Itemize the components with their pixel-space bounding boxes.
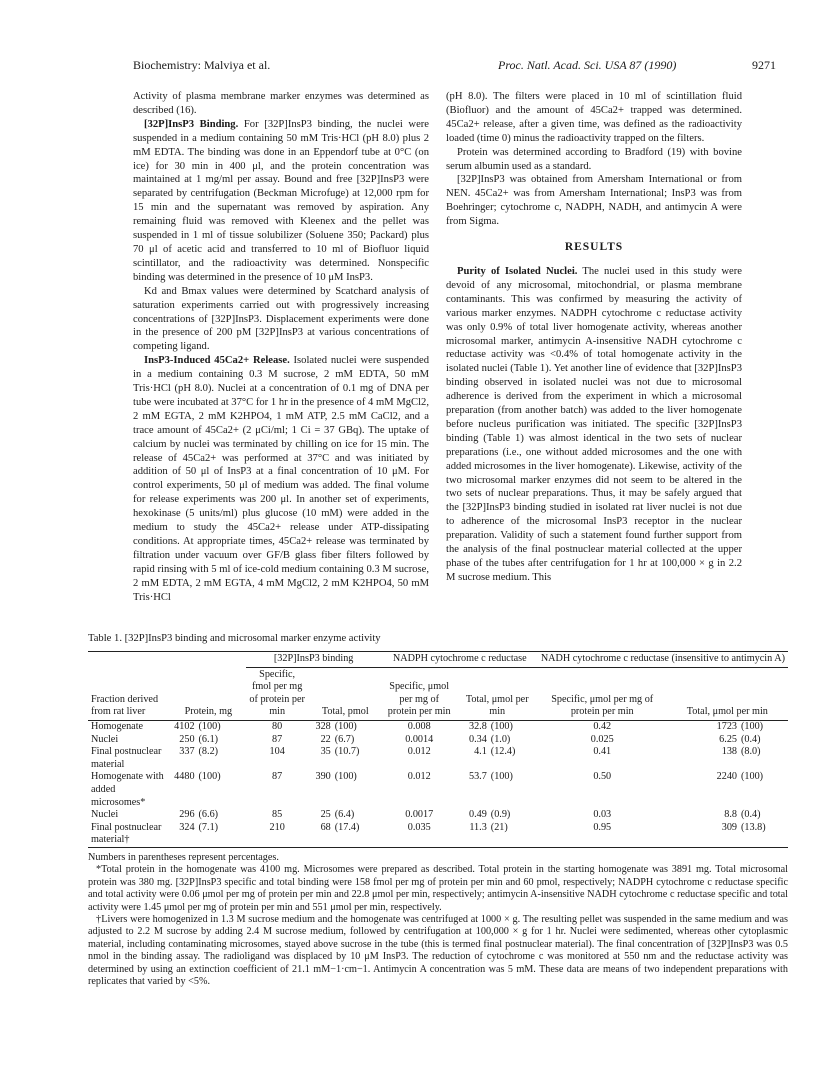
cell-value: 337 xyxy=(179,746,195,758)
cell-value: 4480 xyxy=(174,771,195,783)
paragraph: Activity of plasma membrane marker enzymes was determined as described (16). xyxy=(133,91,429,116)
table-cell xyxy=(457,809,538,822)
table-cell xyxy=(667,734,788,747)
cell-percent: (8.2) xyxy=(198,746,219,758)
table-caption: Table 1. [32P]InsP3 binding and microsomal marker enzyme activity xyxy=(88,633,381,644)
table-cell xyxy=(309,822,382,848)
cell-percent: (6.7) xyxy=(334,733,355,745)
cell-value: 138 xyxy=(721,746,737,758)
cell-percent: (13.8) xyxy=(741,821,766,833)
cell-value: 87 xyxy=(272,771,283,783)
cell-value: 296 xyxy=(179,809,195,821)
cell-value: 6.25 xyxy=(719,733,737,745)
header-journal-section: Biochemistry: Malviya et al. xyxy=(133,58,271,72)
paragraph-heading: [32P]InsP3 Binding. xyxy=(144,118,239,130)
table-cell xyxy=(382,720,457,733)
group-header-nadh: NADH cytochrome c reductase (insensitive to antimycin A) xyxy=(538,652,788,668)
col-header-nadh-total: Total, μmol per min xyxy=(667,667,788,720)
cell-value: 4102 xyxy=(174,720,195,732)
cell-value: 68 xyxy=(320,821,331,833)
cell-percent: (0.4) xyxy=(741,733,761,745)
cell-value: 32.8 xyxy=(468,720,487,732)
cell-percent: (100) xyxy=(198,771,221,783)
table-cell xyxy=(309,771,382,809)
paragraph: [32P]InsP3 was obtained from Amersham International or from NEN. 45Ca2+ was from Amersham International; InsP3 was from Boehringer; cytochrome c, NADPH, NADH, and antimycin A were from Sigma. xyxy=(446,174,742,228)
cell-percent: (0.4) xyxy=(741,809,761,821)
cell-value: 0.50 xyxy=(593,771,612,783)
cell-percent: (1.0) xyxy=(490,733,511,745)
table-cell xyxy=(246,809,309,822)
col-header-nadph-specific: Specific, μmol per mg of protein per min xyxy=(382,667,457,720)
table-cell xyxy=(667,822,788,848)
table-cell xyxy=(171,822,245,848)
cell-value: 0.49 xyxy=(468,809,487,821)
cell-value: 2240 xyxy=(716,771,737,783)
table-row xyxy=(88,771,788,809)
footnote: *Total protein in the homogenate was 4100 mg. Microsomes were prepared as described. Total protein in the starting homogenate was 3891 mg. Total microsomal protein was 380 mg. [32P]InsP3 specific and total binding were 158 fmol per mg of protein per min and 60 pmol, respectively; NADPH cytochrome c reductase specific and total activity were 0.06 μmol per mg of protein per min and 22.8 μmol per min, respectively; antimycin A-insensitive NADH cytochrome c reductase specific and total activity were 1.45 μmol per mg of protein per min and 551 μmol per min, respectively. xyxy=(88,864,788,913)
group-header-binding: [32P]InsP3 binding xyxy=(246,652,382,668)
table-cell xyxy=(88,720,171,733)
table-cell xyxy=(538,822,667,848)
paragraph xyxy=(133,354,429,604)
table-cell xyxy=(246,734,309,747)
cell-value: 0.008 xyxy=(407,720,431,732)
col-header-nadh-specific: Specific, μmol per mg of protein per min xyxy=(538,667,667,720)
cell-value: 8.8 xyxy=(724,809,737,821)
paragraph: Kd and Bmax values were determined by Scatchard analysis of saturation experiments carried out with progressively increasing concentrations of [32P]InsP3. Displacement experiments were done in the presence of 200 pM [32P]InsP3 at various concentrations of competing ligand. xyxy=(133,285,429,353)
cell-percent: (100) xyxy=(490,720,513,732)
left-column xyxy=(133,90,429,605)
page-number: 9271 xyxy=(752,58,776,72)
table-cell xyxy=(309,809,382,822)
table-body xyxy=(88,720,788,847)
table-cell xyxy=(382,822,457,848)
cell-value: 250 xyxy=(179,733,195,745)
row-label: Final postnuclear material† xyxy=(91,821,162,846)
table-cell xyxy=(88,771,171,809)
cell-value: 0.34 xyxy=(468,733,487,745)
table-cell xyxy=(171,720,245,733)
table-cell xyxy=(538,746,667,771)
table-cell xyxy=(538,771,667,809)
cell-value: 53.7 xyxy=(468,771,487,783)
cell-value: 4.1 xyxy=(474,746,487,758)
table-cell xyxy=(171,746,245,771)
col-header-nadph-total: Total, μmol per min xyxy=(457,667,538,720)
cell-value: 85 xyxy=(272,809,283,821)
cell-value: 0.42 xyxy=(593,720,612,732)
table-row xyxy=(88,720,788,733)
cell-value: 328 xyxy=(315,720,331,732)
table-cell xyxy=(457,771,538,809)
cell-value: 35 xyxy=(320,746,331,758)
group-header-nadph: NADPH cytochrome c reductase xyxy=(382,652,538,668)
col-header-binding-total: Total, pmol xyxy=(309,667,382,720)
col-header-fraction: Fraction derived from rat liver xyxy=(88,652,171,721)
paragraph-body: The nuclei used in this study were devoid of any microsomal, mitochondrial, or plasma membrane contaminants. This was confirmed by measuring the activity of various marker enzymes. NADPH cytochrome c reductase activity was only 0.9% of total liver homogenate activity, whereas another microsomal marker, antimycin A-insensitive NADH cytochrome c reductase activity was <0.4% of total homogenate activity in the isolated nuclei (Table 1). Yet another line of evidence that [32P]InsP3 binding observed in isolated nuclei was not due to microsomal adherence is derived from the experiment in which a microsomal preparation (from another batch) was added to the liver homogenate before nucleus purification was initiated. The specific [32P]InsP3 binding (Table 1) was almost identical in the two sets of nuclear preparations (i.e., one without added microsomes and the one with added microsomes in the liver homogenate). Likewise, activity of the two microsomal marker enzymes did not seem to be altered in the two sets of nuclear preparations. Thus, it may be safely argued that the [32P]InsP3 binding studied in isolated rat liver nuclei is not due to adherence of the microsomal InsP3 receptor in the nuclear preparation. Validity of such a statement found further support from the analysis of the final postnuclear material collected at the upper phase of the tubes after centrifugation for 1 hr at 100,000 × g in 2.2 M sucrose medium. This xyxy=(446,265,742,583)
table-cell xyxy=(309,746,382,771)
table-footnotes xyxy=(88,852,788,988)
cell-value: 210 xyxy=(269,821,285,833)
cell-percent: (21) xyxy=(490,821,508,833)
cell-value: 309 xyxy=(721,821,737,833)
cell-percent: (0.9) xyxy=(490,809,511,821)
table-row xyxy=(88,746,788,771)
cell-percent: (100) xyxy=(198,720,221,732)
cell-value: 0.025 xyxy=(590,733,614,745)
cell-value: 0.012 xyxy=(407,746,431,758)
table-cell xyxy=(309,720,382,733)
paragraph: (pH 8.0). The filters were placed in 10 ml of scintillation fluid (Biofluor) and the amount of 45Ca2+ trapped was determined. 45Ca2+ release, after a given time, was defined as the radioactivity loaded (time 0) minus the radioactivity trapped on the filters. xyxy=(446,91,742,144)
table-cell xyxy=(538,720,667,733)
table-cell xyxy=(667,771,788,809)
cell-percent: (100) xyxy=(741,771,764,783)
paragraph-body: For [32P]InsP3 binding, the nuclei were suspended in a medium containing 50 mM Tris·HCl (pH 8.0) plus 2 mM EDTA. The binding was done in an Eppendorf tube at 0°C (on ice) for 30 min in 400 μl, and the protein concentration was maintained at 1 mg/ml per assay. Bound and free [32P]InsP3 were separated by centrifugation (Beckman Microfuge) at 12,000 rpm for 15 min and the supernatant was removed by aspiration. Any remaining fluid was removed with Kleenex and the pellet was suspended in 1 ml of tissue solubilizer (Soluene 350; Packard) plus 70 μl of acetic acid and transferred to 10 ml of Biofluor liquid scintillator, and the radioactivity was determined. Nonspecific binding was determined in the presence of 10 μM InsP3. xyxy=(133,118,430,283)
table-cell xyxy=(309,734,382,747)
footnote: †Livers were homogenized in 1.3 M sucrose medium and the homogenate was centrifuged at 1000 × g. The resulting pellet was suspended in the same medium and was adjusted to 2.2 M sucrose by adding 2.4 M sucrose medium, followed by centrifugation at 100,000 × g for 1 hr. Nuclei were sedimented, whereas other cytoplasmic material, including contaminating microsomes, stayed above sucrose in the tube (this is termed final postnuclear material). The final concentration of [32P]InsP3 was 0.5 nmol in the binding assay. The radioligand was displaced by 10 μM InsP3. The reduction of cytochrome c was monitored at 550 nm and the reductase activity was determined by using an extinction coefficient of 21.1 mM−1·cm−1. Antimycin A concentration was 5 mM. These data are means of two independent preparations with replicates that varied by <5%. xyxy=(88,914,788,988)
table-cell xyxy=(246,746,309,771)
paragraph xyxy=(446,265,742,585)
table-cell xyxy=(246,771,309,809)
table-cell xyxy=(667,809,788,822)
table-cell xyxy=(171,771,245,809)
header-citation: Proc. Natl. Acad. Sci. USA 87 (1990) xyxy=(498,58,677,72)
col-header-binding-specific: Specific, fmol per mg of protein per min xyxy=(246,667,309,720)
table-cell xyxy=(667,720,788,733)
cell-percent: (10.7) xyxy=(334,746,360,758)
row-label: Nuclei xyxy=(91,733,119,745)
section-heading: RESULTS xyxy=(564,241,624,254)
table-cell xyxy=(88,746,171,771)
table-cell xyxy=(382,809,457,822)
table-row xyxy=(88,734,788,747)
table-cell xyxy=(457,734,538,747)
cell-value: 324 xyxy=(179,821,195,833)
row-label: Final postnuclear material xyxy=(91,746,162,770)
cell-percent: (17.4) xyxy=(334,821,360,833)
table-cell xyxy=(457,822,538,848)
cell-value: 0.0014 xyxy=(405,733,434,745)
cell-percent: (100) xyxy=(334,771,357,783)
table-cell xyxy=(457,720,538,733)
data-table xyxy=(88,651,788,848)
table-cell xyxy=(171,734,245,747)
paragraph xyxy=(133,118,429,285)
row-label: Homogenate with added microsomes* xyxy=(91,771,164,808)
cell-percent: (6.1) xyxy=(198,733,219,745)
col-header-protein: Protein, mg xyxy=(171,652,245,721)
cell-value: 0.41 xyxy=(593,746,612,758)
table-cell xyxy=(538,809,667,822)
table-cell xyxy=(88,734,171,747)
table-cell xyxy=(246,720,309,733)
row-label: Nuclei xyxy=(91,809,119,821)
cell-percent: (7.1) xyxy=(198,821,219,833)
table-cell xyxy=(88,822,171,848)
cell-value: 104 xyxy=(269,746,285,758)
right-column xyxy=(446,90,742,585)
paragraph: Protein was determined according to Bradford (19) with bovine serum albumin used as a standard. xyxy=(446,146,742,172)
row-label: Homogenate xyxy=(91,720,144,732)
paragraph-heading: InsP3-Induced 45Ca2+ Release. xyxy=(144,355,290,367)
cell-value: 390 xyxy=(315,771,331,783)
cell-percent: (12.4) xyxy=(490,746,516,758)
cell-percent: (100) xyxy=(334,720,357,732)
table-row xyxy=(88,809,788,822)
cell-value: 1723 xyxy=(716,720,737,732)
cell-percent: (8.0) xyxy=(741,746,761,758)
table-cell xyxy=(457,746,538,771)
cell-value: 0.0017 xyxy=(405,809,434,821)
running-header xyxy=(0,58,816,76)
cell-value: 0.035 xyxy=(407,821,431,833)
cell-value: 0.012 xyxy=(407,771,431,783)
cell-value: 22 xyxy=(320,733,331,745)
table-cell xyxy=(246,822,309,848)
table-row xyxy=(88,822,788,848)
cell-value: 0.95 xyxy=(593,821,612,833)
cell-percent: (100) xyxy=(741,720,764,732)
cell-value: 0.03 xyxy=(593,809,612,821)
table-cell xyxy=(171,809,245,822)
cell-value: 11.3 xyxy=(469,821,487,833)
footnote: Numbers in parentheses represent percentages. xyxy=(88,852,279,863)
paragraph-heading: Purity of Isolated Nuclei. xyxy=(457,265,578,277)
table-cell xyxy=(382,771,457,809)
cell-percent: (6.6) xyxy=(198,809,219,821)
paragraph-body: Isolated nuclei were suspended in a medium containing 0.3 M sucrose, 2 mM EDTA, 50 mM Tris·HCl (pH 8.0). Nuclei at a concentration of 0.1 mg of DNA per tube were incubated at 37°C for 1 hr in the presence of 4 mM MgCl2, 2 mM EGTA, 2 mM K2HPO4, 1 mM ATP, 2.5 mM CaCl2, and a trace amount of 45Ca2+ (2 μCi/ml; 1 Ci = 37 GBq). The uptake of calcium by nuclei was terminated by chilling on ice for 15 min. The release of 45Ca2+ was performed at 37°C and was initiated by addition of 50 μl of InsP3 at a final concentration of 10 μM. For control experiments, 50 μl of medium was added. The final volume for release experiments was 200 μl. In another set of experiments, hexokinase (5 units/ml) plus glucose (10 mM) were added in the medium to study the 45Ca2+ release under ATP-dissipating conditions. At appropriate times, 45Ca2+ release was terminated by filtration under vacuum over GF/B glass fiber filters followed by rapid rinsing with 5 ml of ice-cold medium containing 0.3 M sucrose, 2 mM EDTA, 2 mM EGTA, 4 mM MgCl2, 2 mM K2HPO4, 50 mM Tris·HCl xyxy=(133,355,429,603)
table-cell xyxy=(538,734,667,747)
cell-percent: (6.4) xyxy=(334,809,355,821)
cell-value: 25 xyxy=(320,809,331,821)
cell-value: 87 xyxy=(272,733,283,745)
table-cell xyxy=(382,746,457,771)
table-cell xyxy=(667,746,788,771)
table-cell xyxy=(88,809,171,822)
cell-percent: (100) xyxy=(490,771,513,783)
table-cell xyxy=(382,734,457,747)
cell-value: 80 xyxy=(272,720,283,732)
